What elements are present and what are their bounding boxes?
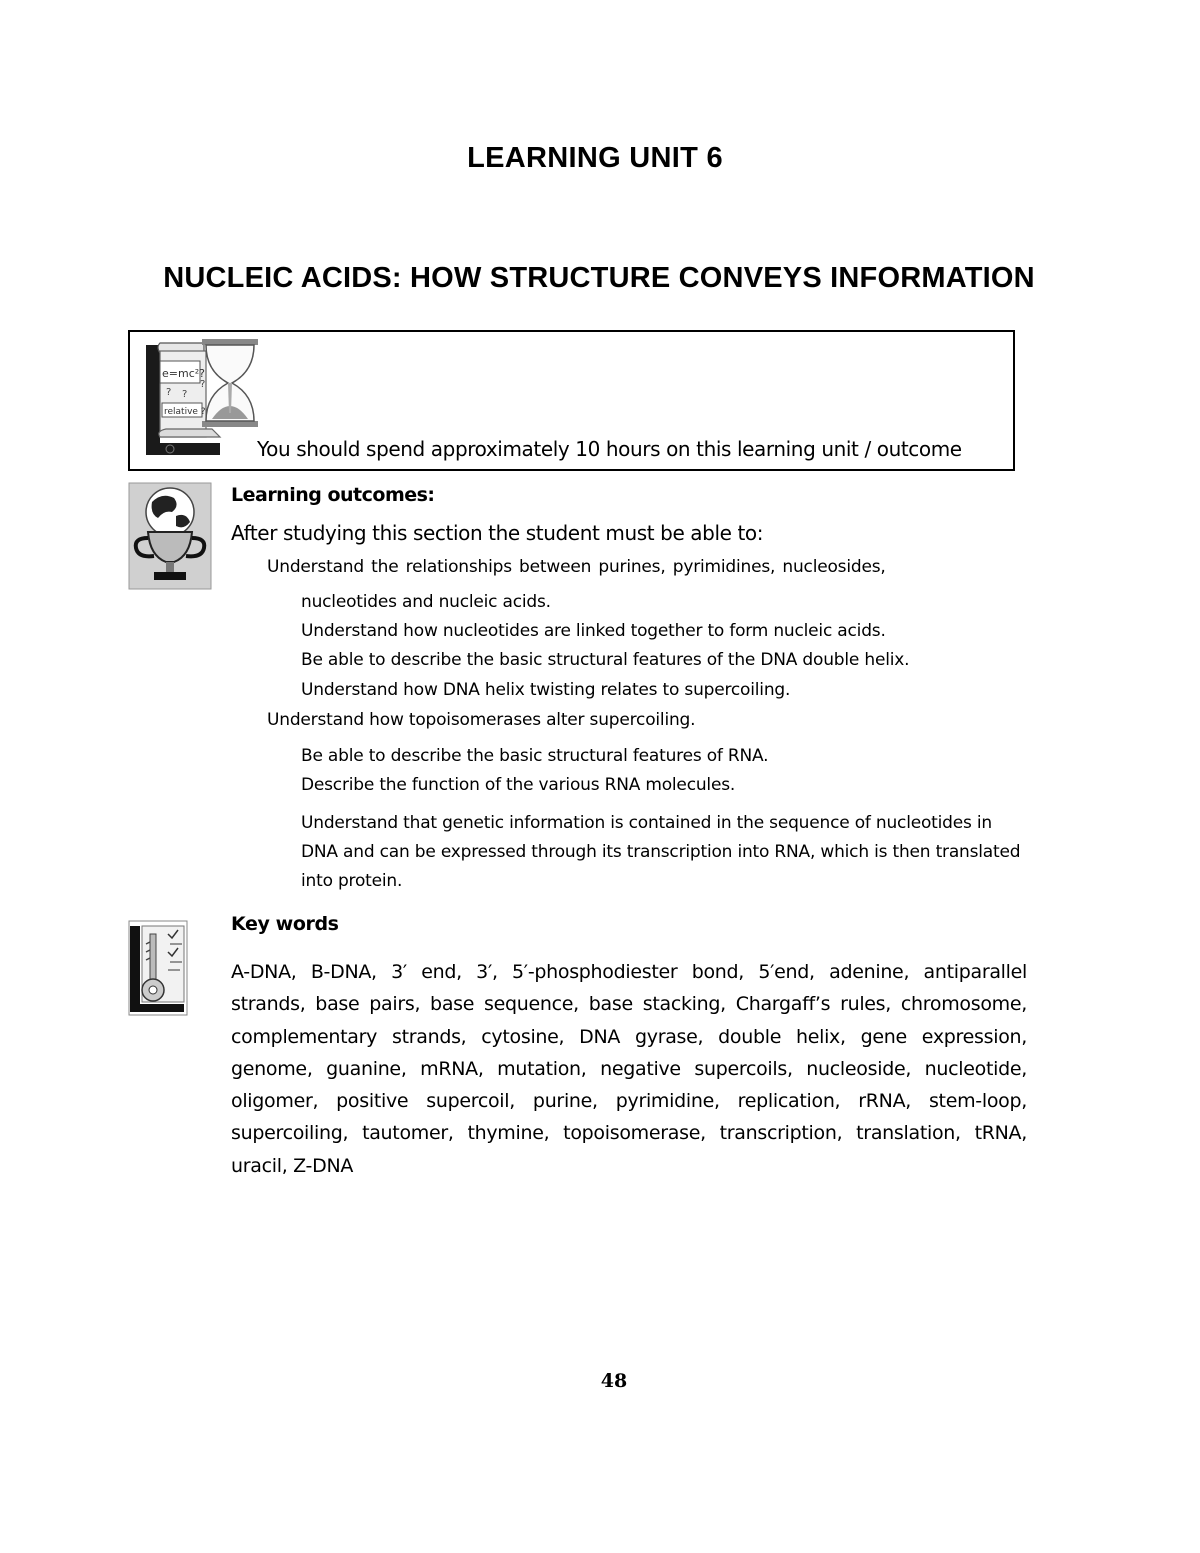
outcome-item: Understand how DNA helix twisting relates to supercoiling.	[301, 680, 791, 700]
icon-formula-label: e=mc²?	[162, 367, 205, 380]
outcome-item: Understand how topoisomerases alter supercoiling.	[267, 710, 696, 730]
page-number: 48	[600, 1370, 628, 1392]
icon-question-label: ?	[182, 389, 188, 400]
outcome-item: Be able to describe the basic structural features of RNA.	[301, 746, 769, 766]
key-words-list: A-DNA, B-DNA, 3′ end, 3′, 5′-phosphodiester bond, 5′end, adenine, antiparallel strands, base pairs, base sequence, base stacking, Chargaff’s rules, chromosome, complementary strands, cytosine, DNA gyrase, double helix, gene expression, genome, guanine, mRNA, mutation, negative supercoils, nucleoside, nucleotide, oligomer, positive supercoil, purine, pyrimidine, replication, rRNA, stem-loop, supercoiling, tautomer, thymine, topoisomerase, transcription, translation, tRNA, uracil, Z-DNA	[231, 961, 1027, 1177]
outcome-item: Describe the function of the various RNA molecules.	[301, 775, 736, 795]
icon-question-label: ?	[166, 387, 172, 398]
outcome-item: Understand that genetic information is contained in the sequence of nucleotides in DNA and can be expressed through its transcription into RNA, which is then translated into protein.	[301, 813, 1021, 891]
scroll-hourglass-icon	[142, 337, 270, 459]
outcome-item: Understand how nucleotides are linked together to form nucleic acids.	[301, 621, 886, 641]
outcome-item: Understand the relationships between purines, pyrimidines, nucleosides,	[267, 557, 886, 577]
outcome-item: nucleotides and nucleic acids.	[301, 592, 551, 612]
icon-relative-label: relative ?	[164, 407, 206, 417]
unit-title: LEARNING UNIT 6	[467, 142, 723, 174]
learning-outcomes-intro: After studying this section the student must be able to:	[231, 521, 764, 545]
icon-question-label: ?	[200, 379, 206, 390]
outcome-item: Be able to describe the basic structural features of the DNA double helix.	[301, 650, 910, 670]
key-checklist-icon	[128, 920, 188, 1016]
time-allocation-text: You should spend approximately 10 hours on this learning unit / outcome	[257, 437, 962, 461]
trophy-globe-icon	[128, 482, 212, 590]
key-words-heading: Key words	[231, 913, 339, 935]
learning-outcomes-heading: Learning outcomes:	[231, 484, 435, 506]
page-title: NUCLEIC ACIDS: HOW STRUCTURE CONVEYS INFORMATION	[163, 262, 1035, 294]
